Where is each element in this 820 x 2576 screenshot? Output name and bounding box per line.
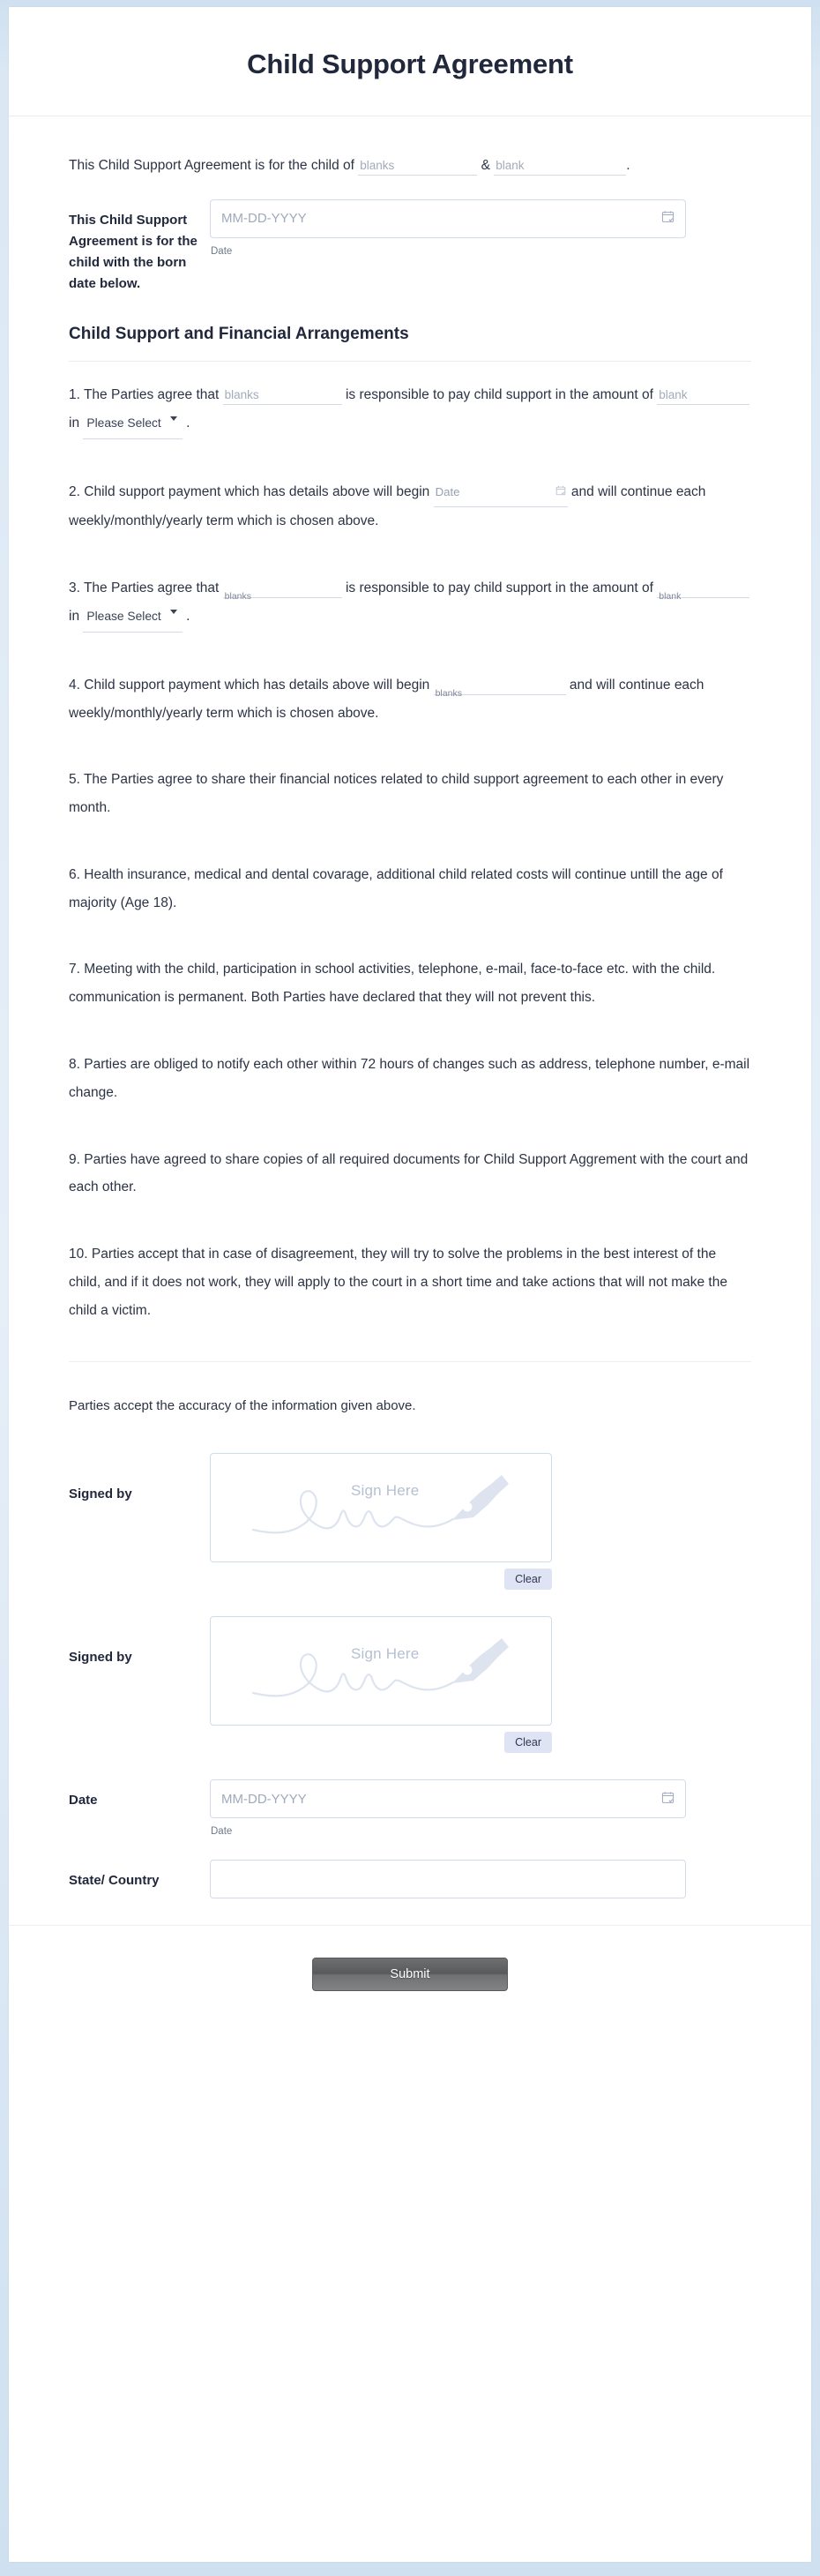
signature-pad-1[interactable] — [210, 1453, 552, 1562]
signature-row-1 — [69, 1453, 751, 1590]
form-card — [9, 7, 811, 2562]
pen-nib-icon — [249, 1470, 513, 1546]
signature-2-placeholder: Sign Here — [351, 1645, 420, 1663]
calendar-icon[interactable] — [555, 480, 566, 504]
item-10-number: 10. — [69, 1247, 88, 1262]
clear-signature-2-button[interactable]: Clear — [504, 1732, 552, 1753]
accept-statement: Parties accept the accuracy of the information given above. — [69, 1398, 416, 1414]
birthdate-input[interactable] — [210, 199, 686, 238]
list-item-2 — [69, 478, 751, 535]
item-4-begin-sublabel: blanks — [435, 687, 462, 699]
submit-button[interactable]: Submit — [312, 1958, 508, 1991]
ampersand-label: & — [481, 158, 490, 174]
item-4-number: 4. — [69, 677, 80, 693]
item-2-number: 2. — [69, 484, 80, 499]
parent2-input[interactable] — [494, 158, 626, 176]
intro-paragraph — [69, 152, 751, 180]
list-item-4 — [69, 671, 751, 728]
intro-period: . — [626, 158, 630, 174]
state-country-input[interactable] — [210, 1860, 686, 1898]
list-item-9 — [69, 1146, 751, 1202]
item-1-part1: The Parties agree that — [83, 386, 220, 402]
item-1-number: 1. — [69, 386, 80, 402]
item-9-number: 9. — [69, 1151, 80, 1167]
state-country-control — [210, 1860, 686, 1898]
list-item-6 — [69, 861, 751, 917]
birthdate-placeholder: MM-DD-YYYY — [221, 211, 307, 227]
item-1-payer-input[interactable] — [223, 387, 342, 405]
numbered-list — [69, 381, 751, 1324]
list-item-5 — [69, 766, 751, 822]
state-country-field-row — [69, 1860, 751, 1898]
date-label: Date — [69, 1793, 98, 1808]
item-1-part4: . — [186, 415, 190, 431]
signature-placeholder-art — [249, 1470, 513, 1546]
item-1-amount-input[interactable] — [657, 387, 749, 405]
item-8-text: Parties are obliged to notify each other within 72 hours of changes such as address, telephone number, e-mail change. — [69, 1057, 750, 1100]
item-3-part1: The Parties agree that — [83, 580, 220, 595]
parent1-input[interactable] — [358, 158, 477, 176]
page-title: Child Support Agreement — [247, 49, 573, 79]
calendar-icon[interactable] — [661, 1791, 675, 1808]
section-divider — [69, 1361, 751, 1362]
item-10-text: Parties accept that in case of disagreement, they will try to solve the problems in the best interest of the child, and if it does not work, they will apply to the court in a short time and take actions that will not make the child a victim. — [69, 1247, 727, 1318]
birthdate-field-row — [69, 199, 751, 295]
form-header — [9, 7, 811, 116]
item-3-amount-sublabel: blank — [659, 590, 682, 602]
item-1-term-value: Please Select — [86, 416, 161, 430]
item-4-begin-wrap — [434, 671, 566, 700]
form-footer — [9, 1925, 811, 2030]
item-2-date-placeholder: Date — [435, 485, 460, 498]
item-4-part2: and will continue each weekly/monthly/yearly term which is chosen above. — [69, 677, 704, 721]
birthdate-sublabel: Date — [211, 245, 233, 257]
signature-2-column — [210, 1616, 552, 1753]
item-5-text: The Parties agree to share their financial notices related to child support agreement to each other in every month. — [69, 772, 724, 816]
item-2-part2: and will continue each weekly/monthly/yearly term which is chosen above. — [69, 484, 706, 529]
item-7-text: Meeting with the child, participation in school activities, telephone, e-mail, face-to-face etc. with the child. communication is permanent. Both Parties have declared that they will not prevent this. — [69, 962, 716, 1006]
date-input[interactable] — [210, 1779, 686, 1818]
item-8-number: 8. — [69, 1057, 80, 1072]
item-3-part3: in — [69, 608, 80, 624]
date-placeholder: MM-DD-YYYY — [221, 1791, 307, 1807]
birthdate-label: This Child Support Agreement is for the child with the born date below. — [69, 212, 198, 291]
item-6-number: 6. — [69, 866, 80, 882]
chevron-down-icon — [170, 610, 177, 614]
section-title: Child Support and Financial Arrangements — [69, 325, 751, 362]
item-3-term-select[interactable] — [83, 603, 182, 633]
item-6-text: Health insurance, medical and dental covarage, additional child related costs will continue untill the age of majority (Age 18). — [69, 866, 723, 910]
birthdate-control — [210, 199, 686, 257]
date-field-row — [69, 1779, 751, 1837]
list-item-1 — [69, 381, 751, 439]
item-5-number: 5. — [69, 772, 80, 788]
item-1-part2: is responsible to pay child support in the amount of — [345, 386, 653, 402]
item-2-part1: Child support payment which has details above will begin — [84, 484, 430, 499]
date-sublabel: Date — [211, 1826, 233, 1838]
signature-2-label: Signed by — [69, 1650, 132, 1666]
item-3-amount-wrap — [657, 574, 749, 603]
chevron-down-icon — [170, 416, 177, 421]
item-3-payer-sublabel: blanks — [224, 590, 252, 602]
signature-1-actions — [210, 1569, 552, 1590]
item-9-text: Parties have agreed to share copies of all required documents for Child Support Aggrement with the court and each other. — [69, 1151, 749, 1195]
item-1-part3: in — [69, 415, 80, 431]
signature-1-placeholder: Sign Here — [351, 1482, 420, 1500]
form-body — [9, 116, 811, 1898]
item-3-number: 3. — [69, 580, 80, 595]
pen-nib-icon — [249, 1633, 513, 1709]
item-2-begin-date-input[interactable] — [434, 479, 568, 507]
date-control — [210, 1779, 686, 1837]
list-item-7 — [69, 955, 751, 1012]
state-country-label: State/ Country — [69, 1873, 160, 1889]
item-1-term-select[interactable] — [83, 410, 182, 439]
clear-signature-1-button[interactable]: Clear — [504, 1569, 552, 1590]
calendar-icon[interactable] — [661, 210, 675, 227]
signature-placeholder-art — [249, 1633, 513, 1709]
list-item-3 — [69, 574, 751, 633]
signature-1-column — [210, 1453, 552, 1590]
item-3-part2: is responsible to pay child support in the amount of — [345, 580, 653, 595]
item-7-number: 7. — [69, 962, 80, 977]
intro-text-before: This Child Support Agreement is for the child of — [69, 158, 354, 174]
item-4-part1: Child support payment which has details above will begin — [84, 677, 430, 693]
signature-pad-2[interactable] — [210, 1616, 552, 1726]
item-3-part4: . — [186, 608, 190, 624]
signature-2-actions — [210, 1732, 552, 1753]
list-item-8 — [69, 1051, 751, 1107]
item-3-payer-wrap — [223, 574, 342, 603]
signature-1-label: Signed by — [69, 1486, 132, 1502]
item-3-term-value: Please Select — [86, 609, 161, 623]
section-financial — [69, 325, 751, 362]
list-item-10 — [69, 1240, 751, 1324]
signature-row-2 — [69, 1616, 751, 1753]
